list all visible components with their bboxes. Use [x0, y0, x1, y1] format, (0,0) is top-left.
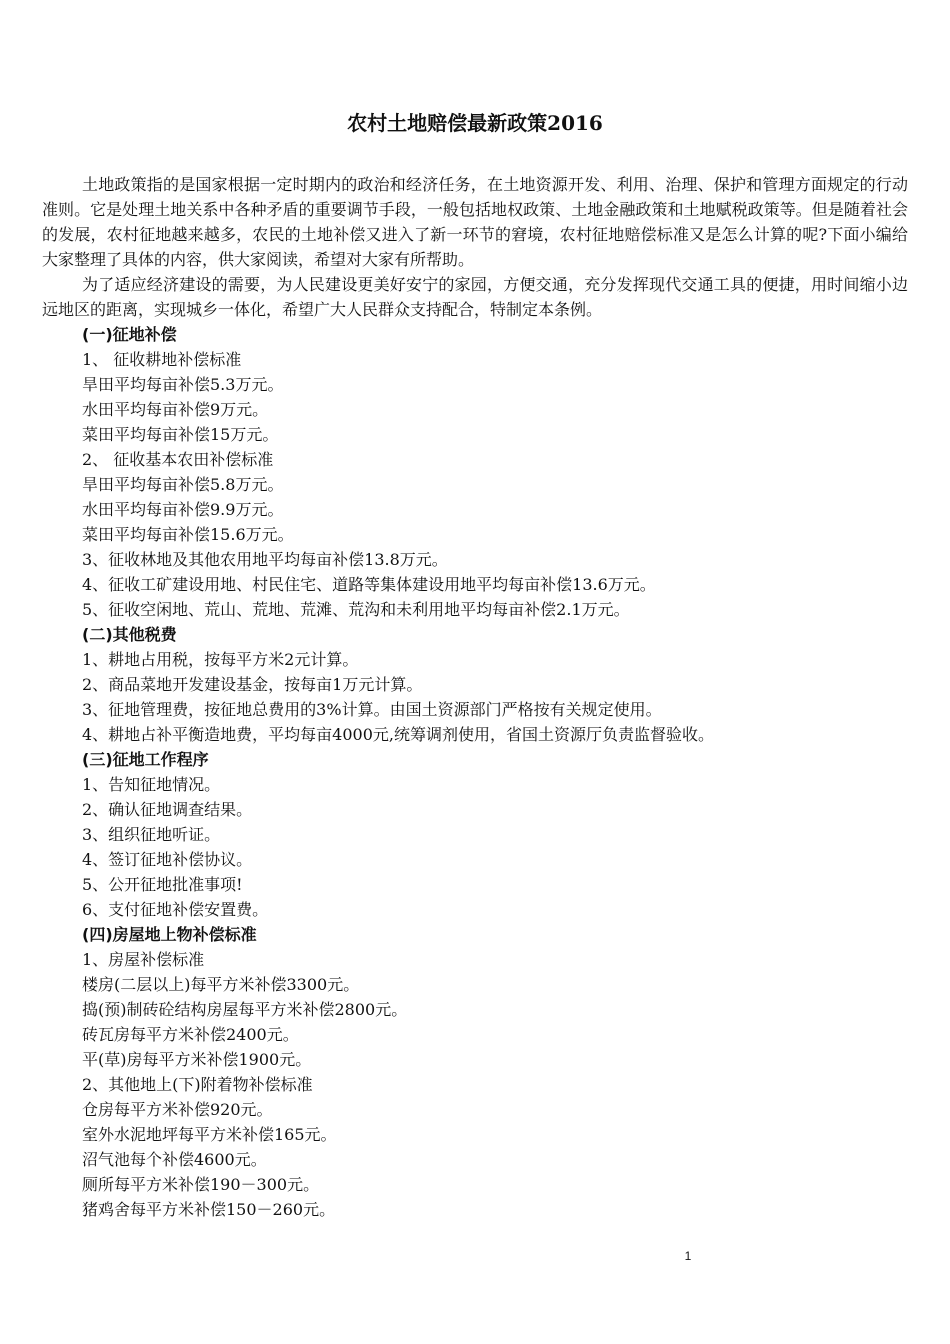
list-item: 平(草)房每平方米补偿1900元。: [82, 1050, 312, 1069]
section-procedure: [42, 747, 908, 922]
list-item: 楼房(二层以上)每平方米补偿3300元。: [82, 975, 360, 994]
list-item: 1、房屋补偿标准: [82, 950, 205, 969]
list-item: 砖瓦房每平方米补偿2400元。: [82, 1025, 299, 1044]
list-item: 沼气池每个补偿4600元。: [82, 1150, 267, 1169]
list-item: 1、耕地占用税，按每平方米2元计算。: [82, 650, 359, 669]
list-item: 旱田平均每亩补偿5.3万元。: [82, 375, 284, 394]
list-item: 4、耕地占补平衡造地费，平均每亩4000元,统筹调剂使用，省国土资源厅负责监督验收。: [82, 725, 714, 744]
list-item: 旱田平均每亩补偿5.8万元。: [82, 475, 284, 494]
list-item: 2、确认征地调查结果。: [82, 800, 253, 819]
list-item: 1、 征收耕地补偿标准: [82, 350, 242, 369]
list-item: 猪鸡舍每平方米补偿150－260元。: [82, 1200, 336, 1219]
list-item: 3、组织征地听证。: [82, 825, 221, 844]
list-item: 4、征收工矿建设用地、村民住宅、道路等集体建设用地平均每亩补偿13.6万元。: [82, 575, 656, 594]
list-item: 捣(预)制砖砼结构房屋每平方米补偿2800元。: [82, 1000, 408, 1019]
list-item: 4、签订征地补偿协议。: [82, 850, 253, 869]
section-other-taxes: [42, 622, 908, 747]
section-heading: (二)其他税费: [82, 625, 177, 644]
list-item: 1、告知征地情况。: [82, 775, 221, 794]
list-item: 菜田平均每亩补偿15万元。: [82, 425, 279, 444]
list-item: 2、商品菜地开发建设基金，按每亩1万元计算。: [82, 675, 423, 694]
list-item: 5、征收空闲地、荒山、荒地、荒滩、荒沟和未利用地平均每亩补偿2.1万元。: [82, 600, 630, 619]
section-house-compensation: [42, 922, 908, 1222]
section-heading: (一)征地补偿: [82, 325, 177, 344]
section-heading: (三)征地工作程序: [82, 750, 209, 769]
list-item: 6、支付征地补偿安置费。: [82, 900, 269, 919]
intro-paragraph: 土地政策指的是国家根据一定时期内的政治和经济任务，在土地资源开发、利用、治理、保护和管理方面规定的行动准则。它是处理土地关系中各种矛盾的重要调节手段，一般包括地权政策、土地金融政策和土地赋税政策等。但是随着社会的发展，农村征地越来越多，农民的土地补偿又进入了新一环节的窘境，农村征地赔偿标准又是怎么计算的呢?下面小编给大家整理了具体的内容，供大家阅读，希望对大家有所帮助。: [42, 175, 908, 269]
list-item: 菜田平均每亩补偿15.6万元。: [82, 525, 294, 544]
list-item: 3、征地管理费，按征地总费用的3%计算。由国土资源部门严格按有关规定使用。: [82, 700, 662, 719]
list-item: 室外水泥地坪每平方米补偿165元。: [82, 1125, 337, 1144]
list-item: 水田平均每亩补偿9万元。: [82, 400, 269, 419]
list-item: 2、其他地上(下)附着物补偿标准: [82, 1075, 313, 1094]
document-body: [42, 172, 908, 1222]
section-land-compensation: [42, 322, 908, 622]
intro-paragraph: 为了适应经济建设的需要，为人民建设更美好安宁的家园，方便交通，充分发挥现代交通工具的便捷，用时间缩小边远地区的距离，实现城乡一体化，希望广大人民群众支持配合，特制定本条例。: [42, 275, 908, 319]
list-item: 5、公开征地批准事项!: [82, 875, 243, 894]
list-item: 厕所每平方米补偿190－300元。: [82, 1175, 320, 1194]
section-heading: (四)房屋地上物补偿标准: [82, 925, 257, 944]
page-number: 1: [684, 1249, 692, 1263]
list-item: 水田平均每亩补偿9.9万元。: [82, 500, 284, 519]
list-item: 仓房每平方米补偿920元。: [82, 1100, 273, 1119]
list-item: 2、 征收基本农田补偿标准: [82, 450, 274, 469]
list-item: 3、征收林地及其他农用地平均每亩补偿13.8万元。: [82, 550, 448, 569]
document-title: 农村土地赔偿最新政策2016: [347, 111, 603, 135]
